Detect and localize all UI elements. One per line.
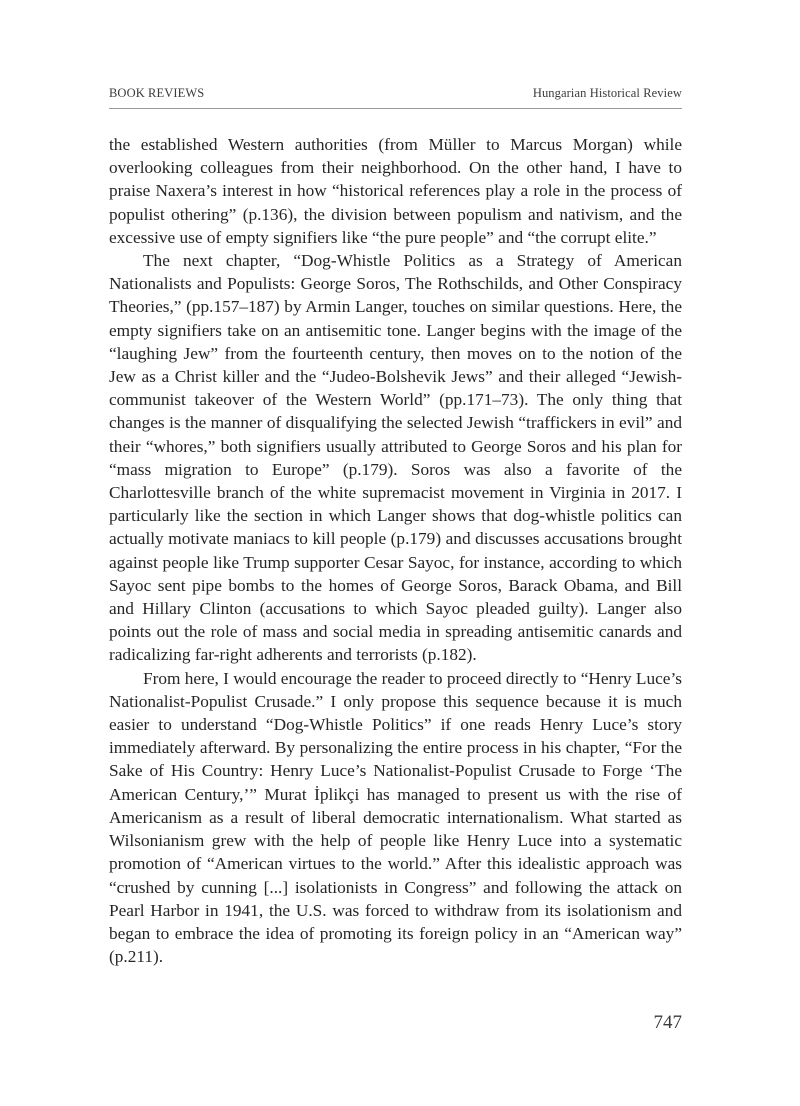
review-body (109, 133, 682, 968)
page-number: 747 (653, 1012, 682, 1033)
running-head (109, 86, 682, 101)
running-head-section: BOOK REVIEWS (109, 86, 205, 100)
header-divider (109, 108, 682, 109)
paragraph-dog-whistle: The next chapter, “Dog-Whistle Politics as a Strategy of American Nationalists and Populists: George Soros, The Rothschilds, and Other Conspiracy Theories,” (pp.157–187) by Armin Langer, touches on similar questions. Here, the empty signifiers take on an antisemitic tone. Langer begins with the image of the “laughing Jew” from the fourteenth century, then moves on to the notion of the Jew as a Christ killer and the “Judeo-Bolshevik Jews” and their alleged “Jewish-communist takeover of the Western World” (pp.171–73). The only thing that changes is the manner of disqualifying the selected Jewish “traffickers in evil” and their “whores,” both signifiers usually attributed to George Soros and his plan for “mass migration to Europe” (p.179). Soros was also a favorite of the Charlottesville branch of the white supremacist movement in Virginia in 2017. I particularly like the section in which Langer shows that dog-whistle politics can actually motivate maniacs to kill people (p.179) and discusses accusations brought against people like Trump supporter Cesar Sayoc, for instance, according to which Sayoc sent pipe bombs to the homes of George Soros, Barack Obama, and Bill and Hillary Clinton (accusations to which Sayoc pleaded guilty). Langer also points out the role of mass and social media in spreading antisemitic canards and radicalizing far-right adherents and terrorists (p.182). (109, 251, 682, 665)
paragraph-henry-luce: From here, I would encourage the reader to proceed directly to “Henry Luce’s Nationalist-Populist Crusade.” I only propose this sequence because it is much easier to understand “Dog-Whistle Politics” if one reads Henry Luce’s story immediately afterward. By personalizing the entire process in his chapter, “For the Sake of His Country: Henry Luce’s Nationalist-Populist Crusade to Forge ‘The American Century,’” Murat İplikçi has managed to present us with the rise of Americanism as a result of liberal democratic internationalism. What started as Wilsonianism grew with the help of people like Henry Luce into a systematic promotion of “American virtues to the world.” After this idealistic approach was “crushed by cunning [...] isolationists in Congress” and following the attack on Pearl Harbor in 1941, the U.S. was forced to withdraw from its isolationism and began to embrace the idea of promoting its foreign policy in an “American way” (p.211). (109, 668, 682, 967)
running-head-journal: Hungarian Historical Review (532, 86, 682, 100)
paragraph-continued: the established Western authorities (from Müller to Marcus Morgan) while overlooking colleagues from their neighborhood. On the other hand, I have to praise Naxera’s interest in how “historical references play a role in the process of populist othering” (p.136), the division between populism and nativism, and the excessive use of empty signifiers like “the pure people” and “the corrupt elite.” (109, 135, 682, 247)
